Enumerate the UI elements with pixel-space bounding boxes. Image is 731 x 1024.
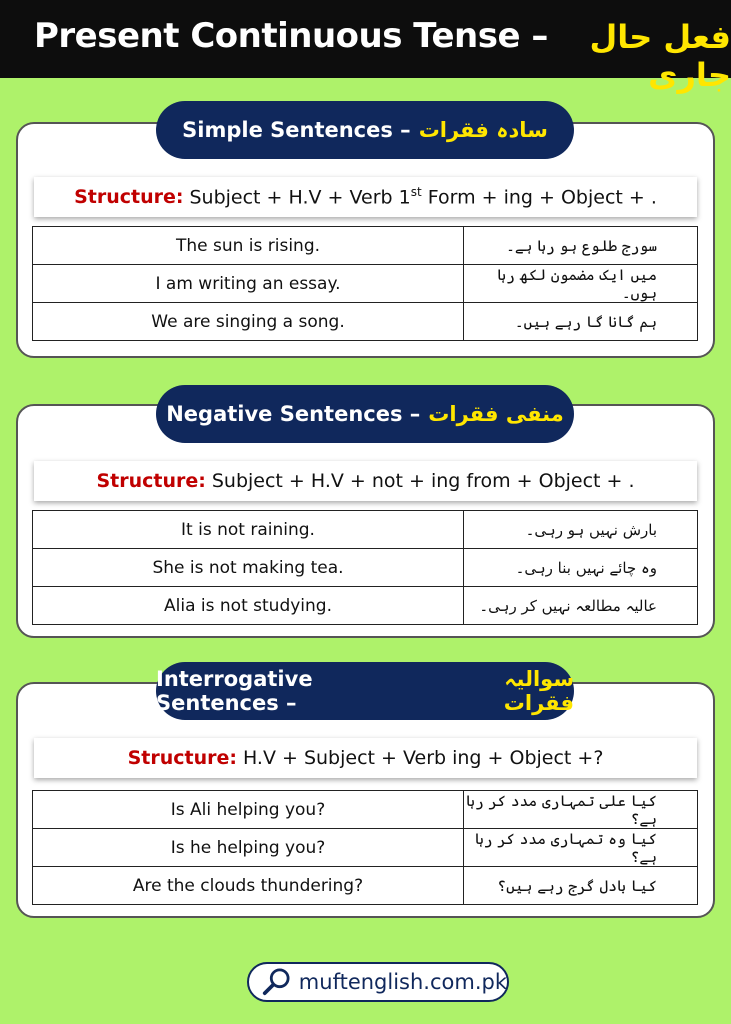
structure-label: Structure:	[127, 747, 237, 769]
website-badge[interactable]	[247, 962, 509, 1002]
negative-sentences-heading	[156, 385, 574, 443]
example-ur: کیا بادل گرج رہے ہیں؟	[464, 867, 698, 905]
example-ur: میں ایک مضمون لکھ رہا ہوں۔	[464, 265, 698, 303]
heading-ur: منفی فقرات	[428, 402, 564, 426]
page-title: Present Continuous Tense –	[34, 16, 548, 56]
heading-en: Interrogative Sentences –	[156, 667, 313, 715]
table-row	[33, 265, 698, 303]
header-bar	[0, 0, 731, 94]
example-en: She is not making tea.	[33, 549, 464, 587]
table-row	[33, 549, 698, 587]
table-row	[33, 587, 698, 625]
simple-examples-table	[32, 226, 698, 341]
example-ur: کیا وہ تمہاری مدد کر رہا ہے؟	[464, 829, 698, 867]
table-row	[33, 867, 698, 905]
page-title-urdu: فعل حال جاری	[589, 18, 731, 94]
example-ur: سورج طلوع ہو رہا ہے۔	[464, 227, 698, 265]
heading-ur: سادہ فقرات	[418, 118, 548, 142]
structure-formula: Subject + H.V + Verb 1st Form + ing + Object + .	[189, 185, 657, 209]
example-en: Is he helping you?	[33, 829, 464, 867]
example-en: I am writing an essay.	[33, 265, 464, 303]
structure-formula: Subject + H.V + not + ing from + Object + .	[211, 470, 635, 492]
magnifier-icon	[261, 965, 293, 999]
example-en: We are singing a song.	[33, 303, 464, 341]
heading-en: Negative Sentences –	[166, 402, 421, 426]
example-en: The sun is rising.	[33, 227, 464, 265]
table-row	[33, 829, 698, 867]
table-row	[33, 303, 698, 341]
interrogative-structure	[34, 738, 697, 778]
heading-ur: سوالیہ فقرات	[503, 667, 574, 715]
example-ur: وہ چائے نہیں بنا رہی۔	[464, 549, 698, 587]
example-ur: عالیہ مطالعہ نہیں کر رہی۔	[464, 587, 698, 625]
negative-examples-table	[32, 510, 698, 625]
example-en: Alia is not studying.	[33, 587, 464, 625]
interrogative-examples-table	[32, 790, 698, 905]
heading-en: Simple Sentences –	[182, 118, 411, 142]
example-ur: بارش نہیں ہو رہی۔	[464, 511, 698, 549]
table-row	[33, 227, 698, 265]
structure-formula: H.V + Subject + Verb ing + Object +?	[242, 747, 604, 769]
example-ur: ہم گانا گا رہے ہیں۔	[464, 303, 698, 341]
simple-structure	[34, 177, 697, 217]
simple-sentences-heading	[156, 101, 574, 159]
table-row	[33, 791, 698, 829]
structure-label: Structure:	[74, 186, 184, 208]
example-ur: کیا علی تمہاری مدد کر رہا ہے؟	[464, 791, 698, 829]
example-en: Are the clouds thundering?	[33, 867, 464, 905]
example-en: Is Ali helping you?	[33, 791, 464, 829]
interrogative-sentences-heading	[156, 662, 574, 720]
negative-structure	[34, 461, 697, 501]
table-row	[33, 511, 698, 549]
website-url[interactable]: muftenglish.com.pk	[298, 970, 507, 994]
example-en: It is not raining.	[33, 511, 464, 549]
structure-label: Structure:	[96, 470, 206, 492]
